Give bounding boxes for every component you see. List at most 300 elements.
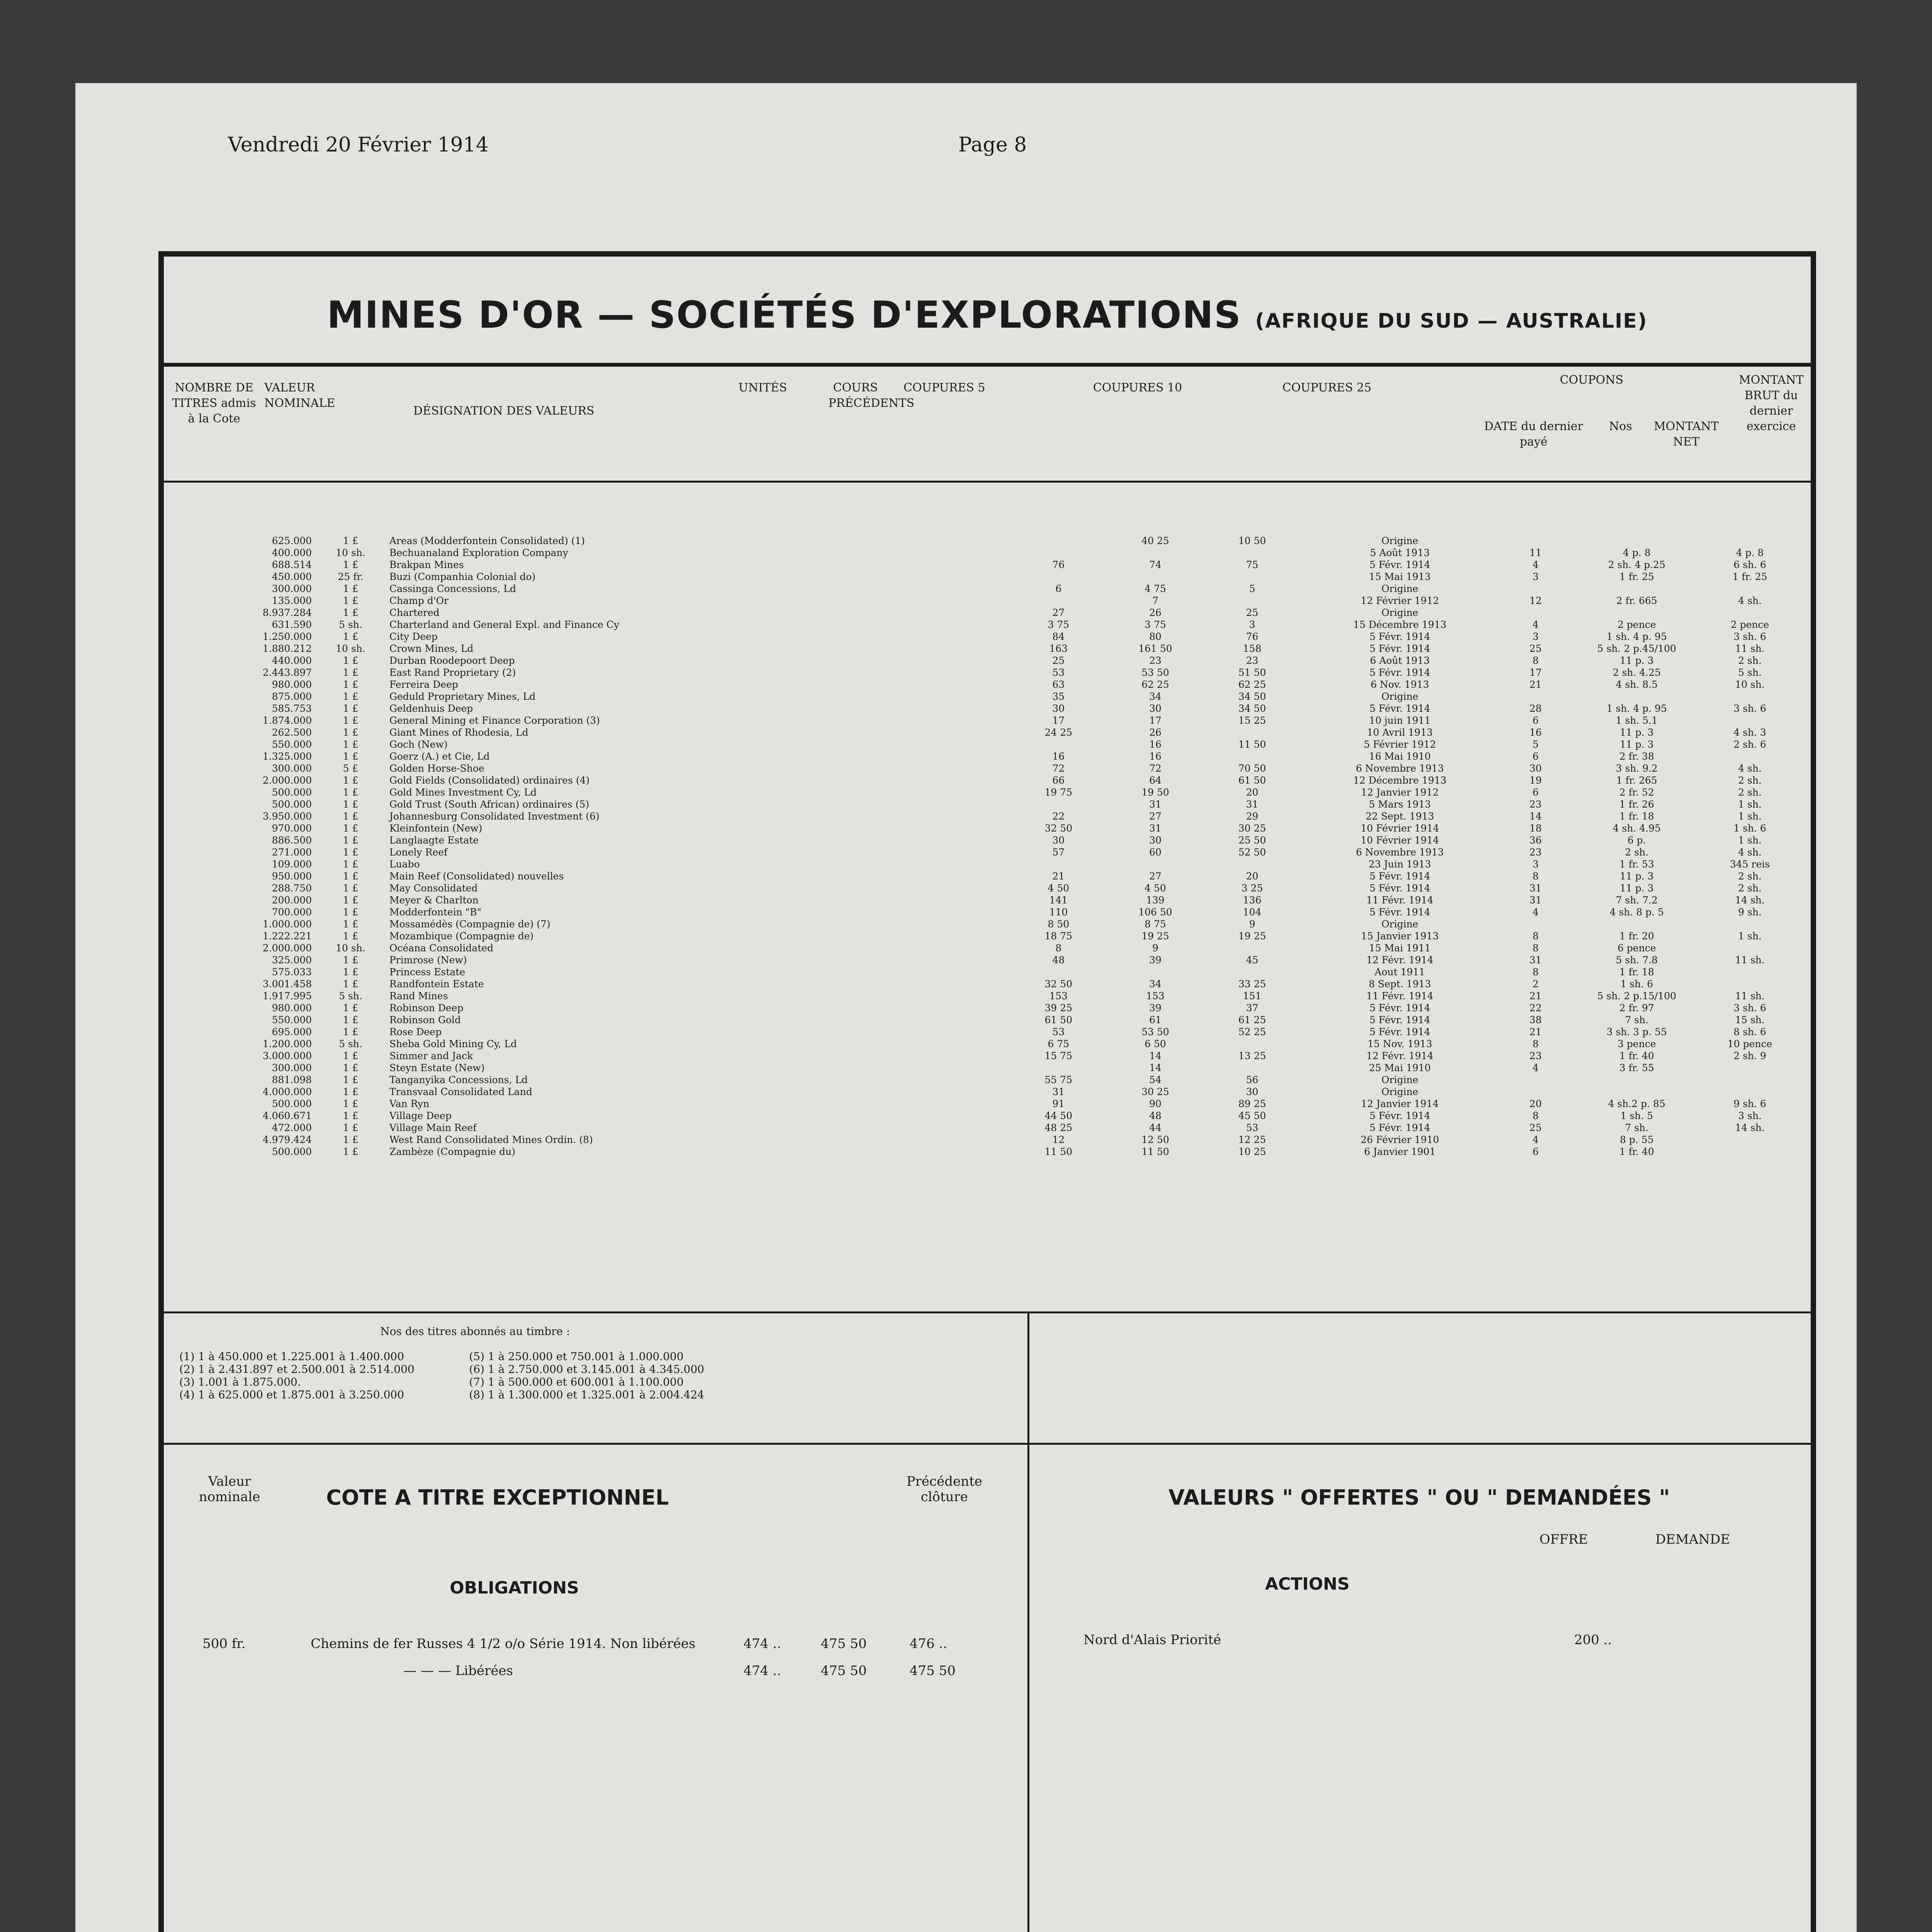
cell-d: Durban Roodepoort Deep (389, 655, 515, 666)
cell-net: 1 fr. 26 (1619, 799, 1654, 810)
cell-c3: 51 50 (1238, 667, 1266, 678)
cell-date: 5 Févr. 1914 (1369, 559, 1430, 570)
cell-c2: 72 (1149, 763, 1162, 774)
exc-line2: — — — Libérées (403, 1663, 513, 1679)
cell-n: 3.001.458 (262, 978, 312, 990)
cell-c1 (1010, 547, 1107, 559)
cell-net: 4 p. 8 (1623, 547, 1651, 558)
cell-c1: 110 (1049, 906, 1068, 918)
cell-no: 17 (1529, 667, 1542, 678)
cell-v: 5 sh. (338, 990, 362, 1002)
cell-net: 1 fr. 53 (1619, 859, 1654, 870)
cell-net: 1 sh. 5 (1620, 1110, 1653, 1121)
cell-c3: 45 50 (1238, 1110, 1266, 1121)
cell-c2: 11 50 (1141, 1146, 1169, 1157)
cell-c3: 23 (1246, 655, 1259, 666)
cell-n: 688.514 (272, 559, 312, 570)
cell-v: 1 £ (343, 930, 359, 942)
cell-c1: 44 50 (1044, 1110, 1073, 1121)
table-row (175, 1062, 1798, 1074)
table-row (175, 798, 1798, 810)
cell-no (1499, 535, 1572, 547)
header-date: Vendredi 20 Février 1914 (228, 133, 489, 156)
cell-date: 5 Févr. 1914 (1369, 1122, 1430, 1133)
cell-c1: 31 (1052, 1086, 1065, 1097)
cell-c3: 5 (1249, 583, 1255, 594)
cell-no: 4 (1532, 559, 1539, 570)
cell-c2: 8 75 (1145, 918, 1166, 930)
cell-no: 8 (1532, 966, 1539, 978)
cell-d: Giant Mines of Rhodesia, Ld (389, 727, 529, 738)
cell-net: 1 fr. 20 (1619, 930, 1654, 942)
cell-d: Randfontein Estate (389, 978, 484, 990)
cell-v: 1 £ (343, 595, 359, 606)
cell-date: 5 Févr. 1914 (1369, 631, 1430, 642)
cell-n: 631.590 (272, 619, 312, 630)
cell-c1: 3 75 (1048, 619, 1070, 630)
cell-c1: 25 (1052, 655, 1065, 666)
cell-d: Gold Trust (South African) ordinaires (5) (389, 799, 589, 810)
cell-d: Océana Consolidated (389, 942, 493, 954)
page-title (164, 293, 1811, 337)
exc-title: COTE A TITRE EXCEPTIONNEL (326, 1485, 669, 1510)
cell-no: 18 (1529, 823, 1542, 834)
cell-v: 1 £ (343, 871, 359, 882)
cell-brut: 4 sh. (1738, 847, 1762, 858)
main-frame (158, 251, 1816, 1932)
cell-c1: 12 (1052, 1134, 1065, 1145)
cell-v: 1 £ (343, 607, 359, 618)
cell-n: 1.874.000 (262, 715, 312, 726)
cell-date: 5 Février 1912 (1364, 739, 1436, 750)
cell-date: 15 Décembre 1913 (1353, 619, 1447, 630)
cell-c3: 11 50 (1238, 739, 1266, 750)
table-row (175, 1134, 1798, 1146)
cell-net: 1 fr. 40 (1619, 1050, 1654, 1061)
cell-n: 550.000 (272, 1014, 312, 1026)
cell-c1 (1010, 1062, 1107, 1074)
cell-c2: 64 (1149, 775, 1162, 786)
cell-c1: 4 50 (1048, 883, 1070, 894)
cell-c2: 14 (1149, 1062, 1162, 1073)
cell-brut (1701, 583, 1798, 595)
cell-c3: 151 (1243, 990, 1262, 1002)
cell-v: 1 £ (343, 583, 359, 594)
cell-c3: 29 (1246, 811, 1259, 822)
cell-c3: 136 (1243, 895, 1262, 906)
col-coupures10: COUPURES 10 (1093, 381, 1182, 395)
col-coupures5: COUPURES 5 (903, 381, 985, 395)
col-date: DATE du dernier payé (1484, 420, 1583, 449)
exc-c2p: 475 50 (910, 1663, 956, 1679)
cell-net: 4 sh.2 p. 85 (1608, 1098, 1665, 1109)
table-row (175, 990, 1798, 1002)
cell-v: 1 £ (343, 823, 359, 834)
cell-v: 1 £ (343, 727, 359, 738)
cell-date: 15 Mai 1911 (1369, 942, 1431, 954)
cell-c2: 139 (1146, 895, 1165, 906)
cell-date: Origine (1381, 535, 1418, 546)
table-row (175, 786, 1798, 798)
cell-n: 500.000 (272, 1098, 312, 1109)
table-row (175, 547, 1798, 559)
cell-c3 (1204, 547, 1301, 559)
col-coupons: COUPONS (1560, 373, 1624, 387)
cell-c3: 70 50 (1238, 763, 1266, 774)
cell-no (1499, 607, 1572, 619)
cell-brut (1701, 1074, 1798, 1086)
cell-brut: 345 reis (1730, 859, 1770, 870)
table-row (175, 762, 1798, 774)
valeurs-table-body (175, 535, 1798, 1158)
cell-d: Village Deep (389, 1110, 452, 1121)
cell-n: 500.000 (272, 787, 312, 798)
cell-net: 3 fr. 55 (1619, 1062, 1654, 1073)
cell-c1: 57 (1052, 847, 1065, 858)
cell-brut (1701, 1146, 1798, 1158)
cell-net: 8 p. 55 (1620, 1134, 1654, 1145)
cell-no: 6 (1532, 787, 1539, 798)
cell-d: Charterland and General Expl. and Finance Cy (389, 619, 619, 630)
cell-c3 (1204, 595, 1301, 607)
cell-n: 886.500 (272, 835, 312, 846)
cell-date: 5 Févr. 1914 (1369, 643, 1430, 654)
cell-brut (1701, 714, 1798, 726)
cell-c2: 44 (1149, 1122, 1162, 1133)
cell-d: Bechuanaland Exploration Company (389, 547, 568, 558)
table-row (175, 978, 1798, 990)
cell-c1: 19 75 (1044, 787, 1073, 798)
cell-d: City Deep (389, 631, 438, 642)
cell-brut: 11 sh. (1735, 643, 1765, 654)
cell-date: 16 Mai 1910 (1369, 751, 1431, 762)
cell-c2: 61 (1149, 1014, 1162, 1026)
cell-n: 1.000.000 (262, 918, 312, 930)
col-designation: DÉSIGNATION DES VALEURS (413, 404, 595, 418)
cell-no: 16 (1529, 727, 1542, 738)
table-row (175, 535, 1798, 547)
rule (164, 365, 1811, 367)
cell-n: 4.979.424 (262, 1134, 312, 1145)
cell-c3: 19 25 (1238, 930, 1266, 942)
cell-d: Mozambique (Compagnie de) (389, 930, 534, 942)
table-row (175, 1074, 1798, 1086)
cell-c2: 106 50 (1138, 906, 1172, 918)
cell-no (1499, 1086, 1572, 1098)
cell-c2: 40 25 (1141, 535, 1169, 546)
cell-c3 (1204, 942, 1301, 954)
cell-no: 31 (1529, 895, 1542, 906)
cell-v: 1 £ (343, 691, 359, 702)
cell-no: 2 (1532, 978, 1539, 990)
cell-brut: 9 sh. (1738, 906, 1762, 918)
cell-v: 1 £ (343, 1074, 359, 1085)
table-row (175, 726, 1798, 738)
cell-d: Robinson Deep (389, 1002, 464, 1014)
rule (164, 1311, 1811, 1313)
cell-brut: 3 sh. 6 (1733, 703, 1766, 714)
cell-no: 23 (1529, 1050, 1542, 1061)
cell-brut: 1 sh. 6 (1733, 823, 1766, 834)
cell-date: 10 Février 1914 (1361, 823, 1439, 834)
table-row (175, 1002, 1798, 1014)
cell-c2: 4 50 (1145, 883, 1166, 894)
table-row (175, 930, 1798, 942)
cell-v: 1 £ (343, 655, 359, 666)
cell-n: 1.880.212 (262, 643, 312, 654)
note-line: (8) 1 à 1.300.000 et 1.325.001 à 2.004.424 (469, 1388, 704, 1401)
cell-no: 23 (1529, 799, 1542, 810)
cell-c2: 34 (1149, 691, 1162, 702)
cell-date: 5 Févr. 1914 (1369, 703, 1430, 714)
cell-c1: 32 50 (1044, 823, 1073, 834)
cell-c1: 15 75 (1044, 1050, 1073, 1061)
cell-d: Main Reef (Consolidated) nouvelles (389, 871, 564, 882)
table-row (175, 846, 1798, 858)
cell-date: 11 Févr. 1914 (1366, 990, 1434, 1002)
cell-v: 1 £ (343, 1146, 359, 1157)
table-row (175, 834, 1798, 846)
cell-net: 1 fr. 18 (1619, 966, 1654, 978)
cell-n: 980.000 (272, 679, 312, 690)
cell-net: 1 sh. 4 p. 95 (1606, 631, 1667, 642)
cell-c1: 141 (1049, 895, 1068, 906)
cell-brut (1701, 966, 1798, 978)
cell-c1 (1010, 571, 1107, 583)
cell-d: Goerz (A.) et Cie, Ld (389, 751, 490, 762)
cell-brut (1701, 607, 1798, 619)
cell-brut: 1 sh. (1738, 835, 1762, 846)
cell-c3: 34 50 (1238, 703, 1266, 714)
cell-date: 5 Févr. 1914 (1369, 1014, 1430, 1026)
table-row (175, 1110, 1798, 1122)
cell-n: 200.000 (272, 895, 312, 906)
cell-c3: 13 25 (1238, 1050, 1266, 1061)
cell-date: 8 Sept. 1913 (1369, 978, 1431, 990)
cell-date: Origine (1381, 918, 1418, 930)
offertes-item: Nord d'Alais Priorité (1083, 1632, 1221, 1648)
table-row (175, 882, 1798, 894)
cell-date: 5 Mars 1913 (1369, 799, 1431, 810)
exc-c2b: 475 50 (821, 1663, 867, 1679)
cell-no: 3 (1532, 859, 1539, 870)
table-row (175, 954, 1798, 966)
cell-c1: 35 (1052, 691, 1065, 702)
cell-c1: 24 25 (1044, 727, 1073, 738)
cell-c2: 14 (1149, 1050, 1162, 1061)
cell-c3 (1204, 966, 1301, 978)
cell-c2: 31 (1149, 823, 1162, 834)
cell-c3: 31 (1246, 799, 1259, 810)
cell-n: 881.098 (272, 1074, 312, 1085)
cell-no: 23 (1529, 847, 1542, 858)
table-row (175, 918, 1798, 930)
cell-c1: 53 (1052, 667, 1065, 678)
cell-net: 2 fr. 665 (1616, 595, 1657, 606)
cell-c2 (1107, 966, 1204, 978)
cell-net (1572, 1086, 1701, 1098)
cell-date: 12 Février 1912 (1361, 595, 1439, 606)
cell-no: 21 (1529, 1026, 1542, 1037)
cell-brut: 2 sh. (1738, 787, 1762, 798)
cell-c2: 60 (1149, 847, 1162, 858)
cell-c2: 19 25 (1141, 930, 1169, 942)
cell-c2: 48 (1149, 1110, 1162, 1121)
cell-c3: 15 25 (1238, 715, 1266, 726)
cell-net: 1 fr. 265 (1616, 775, 1657, 786)
cell-no: 8 (1532, 942, 1539, 954)
col-unites: UNITÉS (738, 381, 787, 395)
cell-v: 1 £ (343, 835, 359, 846)
cell-n: 288.750 (272, 883, 312, 894)
cell-n: 550.000 (272, 739, 312, 750)
cell-date: 23 Juin 1913 (1369, 859, 1431, 870)
cell-net: 1 fr. 18 (1619, 811, 1654, 822)
cell-n: 625.000 (272, 535, 312, 546)
cell-c2: 54 (1149, 1074, 1162, 1085)
cell-c3: 75 (1246, 559, 1259, 570)
table-row (175, 631, 1798, 643)
cell-c2 (1107, 547, 1204, 559)
cell-v: 1 £ (343, 966, 359, 978)
cell-brut (1701, 1062, 1798, 1074)
cell-c2: 12 50 (1141, 1134, 1169, 1145)
cell-no: 3 (1532, 631, 1539, 642)
cell-brut (1701, 535, 1798, 547)
title-sub: (AFRIQUE DU SUD — AUSTRALIE) (1255, 310, 1648, 333)
cell-n: 300.000 (272, 1062, 312, 1073)
cell-v: 1 £ (343, 679, 359, 690)
cell-no: 5 (1532, 739, 1539, 750)
cell-brut: 2 sh. (1738, 883, 1762, 894)
cell-date: 5 Août 1913 (1370, 547, 1430, 558)
cell-no: 8 (1532, 655, 1539, 666)
table-row (175, 966, 1798, 978)
cell-brut: 2 sh. (1738, 655, 1762, 666)
cell-no: 19 (1529, 775, 1542, 786)
cell-c3: 10 50 (1238, 535, 1266, 546)
exc-line1: Chemins de fer Russes 4 1/2 o/o Série 1914. Non libérées (311, 1636, 696, 1651)
cell-date: 12 Janvier 1914 (1361, 1098, 1439, 1109)
cell-c1: 39 25 (1044, 1002, 1073, 1014)
cell-v: 1 £ (343, 799, 359, 810)
table-row (175, 1122, 1798, 1134)
cell-c2: 27 (1149, 871, 1162, 882)
table-row (175, 1026, 1798, 1038)
cell-c2: 30 (1149, 835, 1162, 846)
cell-c3: 20 (1246, 871, 1259, 882)
cell-no: 4 (1532, 1134, 1539, 1145)
cell-net: 4 sh. 8 p. 5 (1609, 906, 1664, 918)
title-main: MINES D'OR — SOCIÉTÉS D'EXPLORATIONS (327, 293, 1242, 337)
cell-no: 8 (1532, 1038, 1539, 1049)
cell-net: 3 sh. 3 p. 55 (1606, 1026, 1667, 1037)
cell-date: 15 Nov. 1913 (1367, 1038, 1432, 1049)
cell-c3: 56 (1246, 1074, 1259, 1085)
cell-net: 11 p. 3 (1620, 883, 1654, 894)
cell-brut: 2 pence (1730, 619, 1769, 630)
cell-c3: 3 25 (1241, 883, 1263, 894)
cell-c3 (1204, 1038, 1301, 1050)
cell-date: 10 juin 1911 (1369, 715, 1431, 726)
cell-c3 (1204, 750, 1301, 762)
cell-c3: 61 50 (1238, 775, 1266, 786)
table-row (175, 1146, 1798, 1158)
cell-c2 (1107, 571, 1204, 583)
cell-d: General Mining et Finance Corporation (3) (389, 715, 600, 726)
cell-c1: 153 (1049, 990, 1068, 1002)
cell-d: Kleinfontein (New) (389, 823, 483, 834)
cell-net: 2 fr. 38 (1619, 751, 1654, 762)
cell-date: Origine (1381, 691, 1418, 702)
cell-v: 1 £ (343, 1014, 359, 1026)
cell-brut: 4 sh. (1738, 595, 1762, 606)
offertes-title: VALEURS " OFFERTES " OU " DEMANDÉES " (1168, 1485, 1670, 1510)
notes-title: Nos des titres abonnés au timbre : (380, 1325, 570, 1338)
cell-c2: 153 (1146, 990, 1165, 1002)
table-row (175, 667, 1798, 679)
cell-n: 2.000.000 (262, 775, 312, 786)
cell-d: Village Main Reef (389, 1122, 477, 1133)
cell-d: Steyn Estate (New) (389, 1062, 485, 1073)
table-row (175, 714, 1798, 726)
cell-c1: 55 75 (1044, 1074, 1073, 1085)
cell-v: 1 £ (343, 1098, 359, 1109)
cell-c1: 91 (1052, 1098, 1065, 1109)
table-row (175, 643, 1798, 655)
cell-d: Gold Fields (Consolidated) ordinaires (4) (389, 775, 590, 786)
cell-no (1499, 583, 1572, 595)
cell-net (1572, 607, 1701, 619)
cell-no: 38 (1529, 1014, 1542, 1026)
cell-c1: 16 (1052, 751, 1065, 762)
cell-date: 12 Décembre 1913 (1353, 775, 1447, 786)
cell-no: 8 (1532, 871, 1539, 882)
cell-no: 8 (1532, 930, 1539, 942)
cell-c2: 90 (1149, 1098, 1162, 1109)
cell-n: 3.950.000 (262, 811, 312, 822)
cell-brut: 11 sh. (1735, 990, 1765, 1002)
cell-c3: 62 25 (1238, 679, 1266, 690)
cell-c3: 158 (1243, 643, 1262, 654)
rule (164, 481, 1811, 483)
cell-v: 5 sh. (338, 619, 362, 630)
table-row (175, 1098, 1798, 1110)
table-row (175, 822, 1798, 834)
cell-net (1572, 1074, 1701, 1086)
cell-c2: 53 50 (1141, 667, 1169, 678)
offertes-actions: ACTIONS (1265, 1574, 1350, 1594)
cell-c2: 161 50 (1138, 643, 1172, 654)
cell-c1: 76 (1052, 559, 1065, 570)
cell-n: 1.325.000 (262, 751, 312, 762)
cell-net: 1 sh. 6 (1620, 978, 1653, 990)
cell-net: 11 p. 3 (1620, 727, 1654, 738)
notes-right (469, 1350, 704, 1401)
cell-n: 970.000 (272, 823, 312, 834)
offertes-demande: DEMANDE (1655, 1532, 1730, 1547)
cell-n: 400.000 (272, 547, 312, 558)
cell-v: 1 £ (343, 1086, 359, 1097)
cell-c3: 52 25 (1238, 1026, 1266, 1037)
cell-v: 1 £ (343, 906, 359, 918)
cell-brut: 3 sh. 6 (1733, 631, 1766, 642)
cell-c1: 17 (1052, 715, 1065, 726)
table-row (175, 679, 1798, 690)
cell-c3: 61 25 (1238, 1014, 1266, 1026)
cell-d: Geduld Proprietary Mines, Ld (389, 691, 536, 702)
cell-n: 875.000 (272, 691, 312, 702)
